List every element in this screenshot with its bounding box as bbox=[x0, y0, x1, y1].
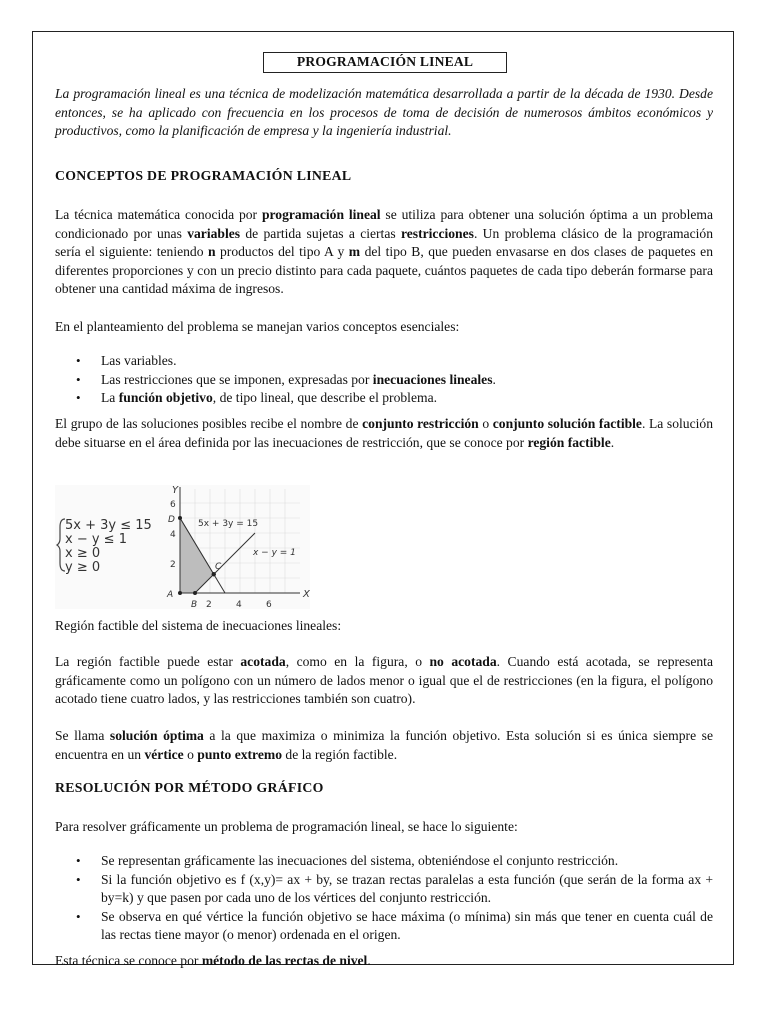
x-tick: 6 bbox=[266, 600, 272, 609]
vertex-c-label: C bbox=[215, 562, 222, 572]
vertex-d bbox=[178, 516, 182, 520]
feasible-region-graph bbox=[55, 485, 310, 609]
inequality-1: 5x + 3y ≤ 15 bbox=[65, 518, 152, 533]
inequality-4: y ≥ 0 bbox=[65, 560, 101, 575]
inequality-2: x − y ≤ 1 bbox=[65, 532, 127, 547]
x-axis-label: X bbox=[303, 589, 310, 600]
list-item: • Las restricciones que se imponen, expresadas por inecuaciones lineales. bbox=[55, 371, 713, 390]
y-tick: 2 bbox=[170, 560, 176, 570]
paragraph-acotada: La región factible puede estar acotada, como en la figura, o no acotada. Cuando está acotada, se representa gráficamente como un polígono con un número de lados menor o igual que el de restricciones (en la figura, el polígono acotado tiene cuatro lados, y las restricciones también son cuatro). bbox=[55, 654, 713, 707]
list-item: • La función objetivo, de tipo lineal, que describe el problema. bbox=[55, 389, 713, 408]
steps-list bbox=[55, 852, 713, 945]
paragraph-conjunto: El grupo de las soluciones posibles recibe el nombre de conjunto restricción o conjunto solución factible. La solución debe situarse en el área definida por las inecuaciones de restricción, que se conoce por región factible. bbox=[55, 416, 713, 450]
y-tick: 4 bbox=[170, 530, 176, 540]
figure-caption: Región factible del sistema de inecuaciones lineales: bbox=[55, 618, 342, 633]
y-tick: 6 bbox=[170, 500, 176, 510]
list-item: • Se observa en qué vértice la función objetivo se hace máxima (o mínima) sin más que tener en cuenta cuál de las rectas tiene mayor (o menor) ordenada en el origen. bbox=[55, 908, 713, 945]
paragraph-tecnica: Esta técnica se conoce por método de las rectas de nivel. bbox=[55, 953, 371, 968]
feasible-region-figure bbox=[55, 485, 310, 609]
paragraph-resolver: Para resolver gráficamente un problema de programación lineal, se hace lo siguiente: bbox=[55, 819, 518, 834]
page-title: PROGRAMACIÓN LINEAL bbox=[263, 52, 507, 73]
section-heading-conceptos: CONCEPTOS DE PROGRAMACIÓN LINEAL bbox=[55, 168, 352, 183]
feasible-region bbox=[180, 518, 214, 593]
list-item: • Si la función objetivo es f (x,y)= ax + by, se trazan rectas paralelas a esta función (que serán de la forma ax + by=k) y que pasen por cada uno de los vértices del conjunto restricción. bbox=[55, 871, 713, 908]
x-tick: 2 bbox=[206, 600, 212, 609]
list-item: • Se representan gráficamente las inecuaciones del sistema, obteniéndose el conjunto restricción. bbox=[55, 852, 713, 871]
concepts-list bbox=[55, 352, 713, 408]
y-axis-label: Y bbox=[172, 485, 179, 496]
intro-paragraph: La programación lineal es una técnica de modelización matemática desarrollada a partir de la década de 1930. Desde entonces, se ha aplicado con frecuencia en los procesos de toma de decisión de numerosos ámbitos económicos y productivos, como la planificación de empresa y la ingeniería industrial. bbox=[55, 86, 713, 139]
vertex-d-label: D bbox=[168, 515, 175, 525]
line-5x-3y-label: 5x + 3y = 15 bbox=[198, 519, 259, 529]
vertex-b-label: B bbox=[191, 600, 198, 609]
x-tick: 4 bbox=[236, 600, 242, 609]
section-heading-metodo-grafico: RESOLUCIÓN POR MÉTODO GRÁFICO bbox=[55, 780, 324, 795]
inequality-3: x ≥ 0 bbox=[65, 546, 101, 561]
brace-icon bbox=[57, 519, 65, 571]
vertex-a bbox=[178, 591, 182, 595]
vertex-b bbox=[193, 591, 197, 595]
vertex-c bbox=[212, 572, 216, 576]
paragraph-definicion: La técnica matemática conocida por programación lineal se utiliza para obtener una solución óptima a un problema condicionado por unas variables de partida sujetas a ciertas restricciones. Un problema clásico de la programación sería el siguiente: teniendo n productos del tipo A y m del tipo B, que pueden envasarse en dos clases de paquetes en diferentes proporciones y con un precio distinto para cada paquete, cuántos paquetes de cada tipo deberán formarse para obtener una cantidad máxima de ingresos. bbox=[55, 207, 713, 297]
list-item: • Las variables. bbox=[55, 352, 713, 371]
line-x-y-label: x − y = 1 bbox=[253, 548, 296, 558]
vertex-a-label: A bbox=[167, 590, 174, 600]
paragraph-solucion-optima: Se llama solución óptima a la que maximiza o minimiza la función objetivo. Esta solución si es única siempre se encuentra en un vértice o punto extremo de la región factible. bbox=[55, 728, 713, 762]
paragraph-planteamiento: En el planteamiento del problema se manejan varios conceptos esenciales: bbox=[55, 319, 460, 334]
